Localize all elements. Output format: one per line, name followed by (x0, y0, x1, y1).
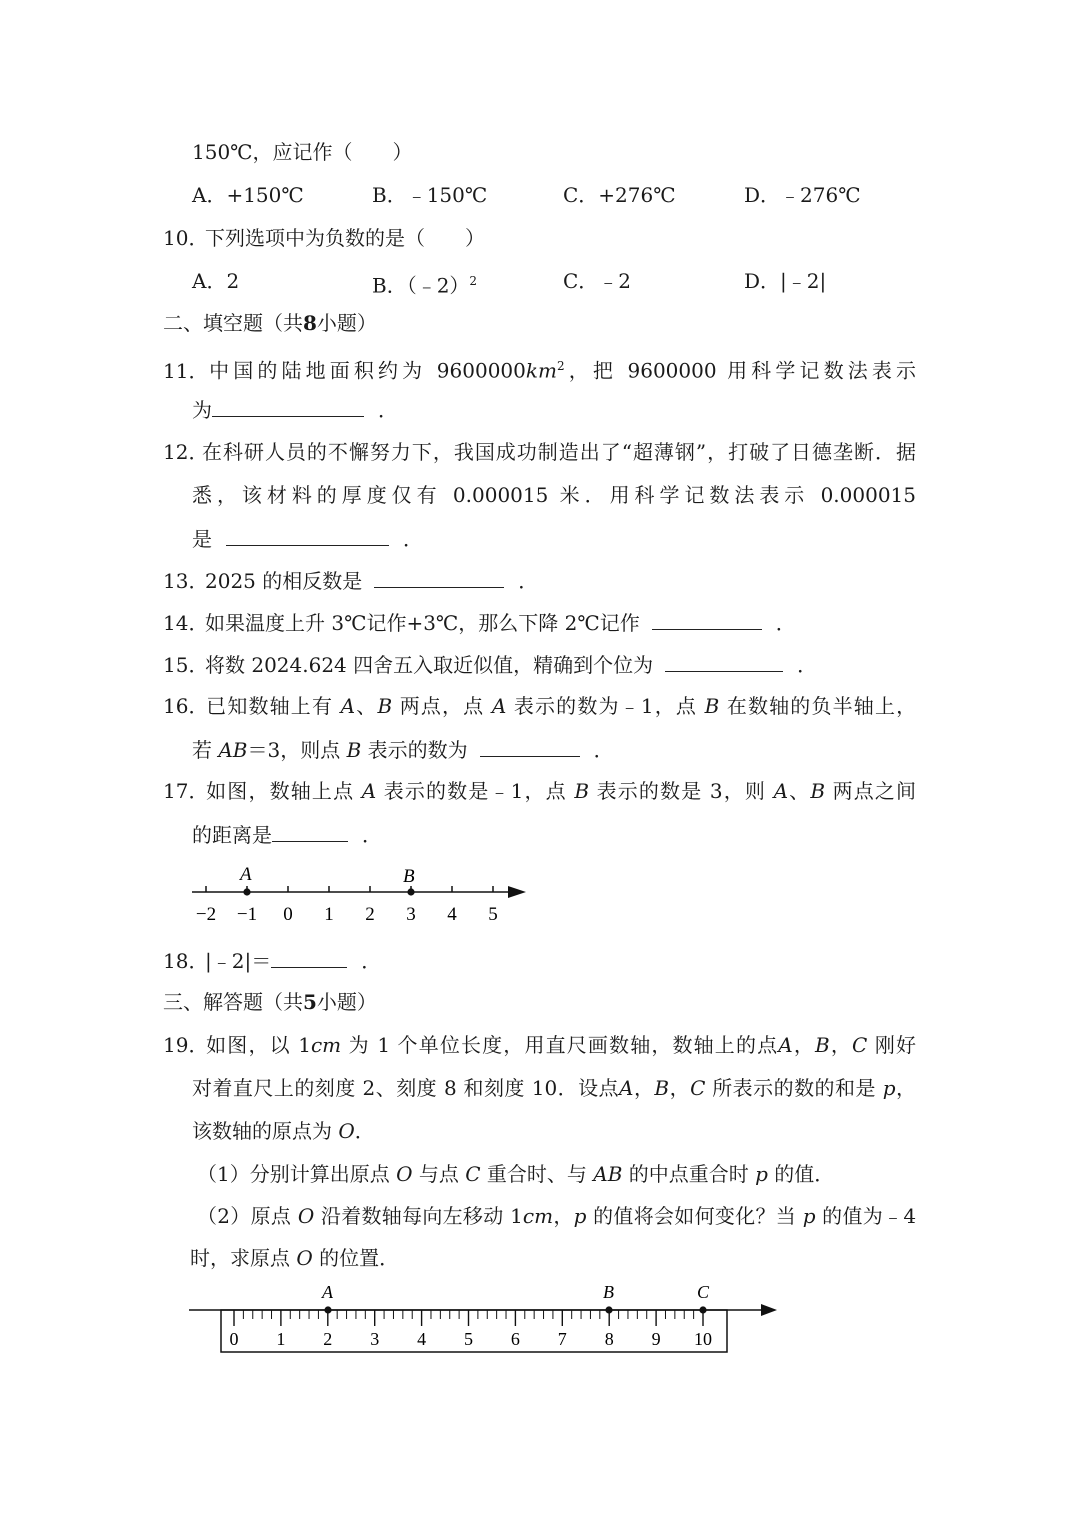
q9-option-d: D．﹣276℃ (744, 183, 861, 207)
section-2-title (163, 308, 377, 338)
q19-sub-1-c: 重合时、与 (486, 1162, 587, 1186)
section-2-count: 8 (303, 311, 317, 335)
q19-unit-cm: cm (310, 1033, 342, 1057)
q19-sub-1-point-c: C (465, 1162, 481, 1186)
q15-number: 15． (163, 653, 209, 677)
q19-text-a: 如图，以 1 (205, 1033, 311, 1057)
q10-option-a: A．2 (192, 269, 240, 293)
q11-number: 11． (163, 358, 209, 383)
q10-option-b-text: B．（﹣2） (372, 273, 470, 298)
q9-option-a: A．+150℃ (192, 183, 304, 207)
q17-axis-label-a: A (240, 864, 252, 885)
q19-point-b: B (815, 1033, 830, 1057)
q15 (163, 649, 817, 680)
q17-text-f: 的距离是 (192, 823, 272, 847)
q16-end: ． (593, 738, 614, 762)
q19-ruler-number: 9 (651, 1329, 661, 1349)
q15-end: ． (797, 653, 818, 677)
q16-text-f: 若 (192, 738, 212, 762)
q19-text-d: 对着直尺上的刻度 2、刻度 8 和刻度 10．设点 (192, 1076, 620, 1100)
q17-axis-tick-label: 3 (406, 904, 416, 925)
q15-text: 将数 2024.624 四舍五入取近似值，精确到个位为 (205, 653, 654, 677)
q19-sub-1 (197, 1159, 834, 1189)
q17-line-2 (192, 819, 382, 850)
section-2-title-b: 小题） (316, 311, 377, 335)
q19-text-h: ． (354, 1119, 375, 1143)
q17-line-1 (163, 776, 916, 806)
q19-ruler-label-a: A (322, 1282, 333, 1302)
q9-option-b: B．﹣150℃ (372, 183, 488, 207)
section-3-count: 5 (303, 990, 317, 1014)
q17-point-a: A (361, 779, 377, 803)
q14-end: ． (775, 611, 796, 635)
q19-sub-2-origin: O (297, 1204, 315, 1228)
q17-point-a-dot (243, 888, 250, 895)
q17-text-c: 表示的数是 3，则 (596, 779, 767, 803)
q16-line-1 (163, 691, 916, 721)
q11-line-2 (192, 394, 398, 425)
q19-text-c: 刚好 (874, 1033, 917, 1057)
q10-option-b-exponent: 2 (469, 274, 478, 288)
q19-point-b-2: B (654, 1076, 670, 1100)
q19-sub-1-var-p: p (755, 1162, 768, 1186)
q17-text-e: 两点之间 (832, 779, 917, 803)
q16-point-a: A (340, 694, 356, 718)
q12-line-2: 悉，该材料的厚度仅有 0.000015 米．用科学记数法表示 0.000015 (192, 483, 916, 507)
q17-text-b: 表示的数是﹣1，点 (383, 779, 567, 803)
q10-text: 下列选项中为负数的是（ ） (205, 226, 485, 250)
q16-text-b: 、 (355, 694, 378, 718)
q10-option-b (372, 266, 477, 301)
q19-point-a-2: A (619, 1076, 634, 1100)
q19-text-b: 为 1 个单位长度，用直尺画数轴，数轴上的点 (348, 1033, 779, 1057)
q16-line-2 (192, 734, 614, 765)
q19-sep-4: ， (669, 1076, 691, 1100)
q19-ruler-label-b: B (603, 1282, 614, 1302)
q19-ruler-number: 4 (417, 1329, 427, 1349)
q17-axis-tick-label: 4 (447, 904, 457, 925)
q11-answer-blank[interactable] (212, 394, 364, 417)
q17-point-b-2: B (810, 779, 826, 803)
q19-text-e: 所表示的数的和是 (712, 1076, 876, 1100)
q19-ruler-label-c: C (697, 1282, 710, 1302)
q11-line-1 (163, 351, 916, 386)
q14-number: 14． (163, 611, 209, 635)
q19-axis-arrow (761, 1304, 777, 1316)
q10-number: 10． (163, 226, 209, 250)
q12-end: ． (403, 527, 423, 551)
q19-sub-2 (197, 1201, 916, 1231)
q13 (163, 565, 538, 596)
q10-option-c: C．﹣2 (563, 269, 632, 293)
q17-point-a-2: A (773, 779, 789, 803)
q19-sub-2-a: （2）原点 (197, 1204, 292, 1228)
q19-text-g: 该数轴的原点为 (192, 1119, 332, 1143)
q16-text-d: 表示的数为﹣1，点 (513, 694, 698, 718)
q19-sub-2-origin-2: O (296, 1246, 313, 1270)
q12-prefix: 是 (192, 527, 212, 551)
q13-end: ． (518, 569, 539, 593)
q16-number: 16． (163, 694, 209, 718)
q18-text: |﹣2|＝ (205, 949, 272, 973)
q19-point-a-dot (324, 1306, 331, 1313)
q17-number-line-figure (180, 858, 540, 930)
q19-point-c: C (852, 1033, 868, 1057)
q19-point-c-2: C (690, 1076, 706, 1100)
q17-text-a: 如图，数轴上点 (205, 779, 355, 803)
q14-answer-blank[interactable] (652, 607, 762, 630)
q17-axis-tick-label: 1 (324, 904, 334, 925)
q16-text-a: 已知数轴上有 (205, 694, 334, 718)
q19-ruler-number: 7 (557, 1329, 567, 1349)
q17-axis-tick-label: 5 (488, 904, 498, 925)
q16-text-e: 在数轴的负半轴上， (726, 694, 917, 718)
q17-axis-tick-label: 2 (365, 904, 375, 925)
q13-text: 2025 的相反数是 (205, 569, 363, 593)
q19-line-2 (192, 1073, 916, 1103)
q19-sub-1-origin: O (396, 1162, 413, 1186)
q19-sub-2-c: ， (553, 1204, 574, 1228)
q19-ruler-figure (185, 1280, 785, 1360)
q19-sub-1-segment-ab: AB (593, 1162, 623, 1186)
q19-sub-1-a: （1）分别计算出原点 (197, 1162, 390, 1186)
q16-text-c: 两点，点 (399, 694, 485, 718)
q19-ruler-number: 8 (604, 1329, 614, 1349)
q19-line-3 (192, 1116, 375, 1146)
q19-ruler-number: 6 (510, 1329, 520, 1349)
q19-sub-1-b: 与点 (418, 1162, 459, 1186)
q16-point-b-3: B (346, 738, 362, 762)
section-3-title-b: 小题） (316, 990, 377, 1014)
q18-end: ． (361, 949, 382, 973)
q12-answer-blank[interactable] (226, 523, 389, 546)
q17-point-b: B (574, 779, 590, 803)
q11-text-a: 中国的陆地面积约为 9600000 (205, 358, 526, 383)
q19-ruler-number: 3 (370, 1329, 380, 1349)
q14 (163, 607, 796, 638)
q16-text-h: 表示的数为 (367, 738, 468, 762)
q19-point-b-dot (605, 1306, 612, 1313)
q17-axis-arrow (508, 886, 526, 898)
q11-prefix: 为 (192, 398, 212, 422)
q13-answer-blank[interactable] (374, 565, 504, 588)
q19-sub-2-d: 的值将会如何变化？当 (593, 1204, 797, 1228)
section-2-title-a: 二、填空题（共 (163, 311, 303, 335)
q19-sep-3: ， (633, 1076, 655, 1100)
q17-text-d: 、 (788, 779, 811, 803)
q13-number: 13． (163, 569, 209, 593)
q19-sep-1: ， (792, 1033, 816, 1057)
q19-sub-2-var-p-2: p (802, 1204, 816, 1228)
q19-ruler-number: 10 (694, 1329, 712, 1349)
q16-point-a-2: A (491, 694, 507, 718)
section-3-title (163, 987, 377, 1017)
q19-sub-2-e: 的值为﹣4 (822, 1204, 917, 1228)
q19-sep-2: ， (829, 1033, 853, 1057)
q19-sub-2-var-p: p (573, 1204, 587, 1228)
q18-answer-blank[interactable] (271, 945, 347, 968)
q9-tail: 150℃，应记作（ ） (192, 140, 413, 164)
q12-line-1 (163, 437, 916, 467)
q17-axis-tick-label: −1 (236, 904, 258, 925)
q19-ruler-number: 2 (323, 1329, 333, 1349)
q17-end: ． (362, 823, 382, 847)
q18 (163, 945, 381, 976)
q10-stem (163, 223, 485, 253)
q11-unit: km (525, 358, 557, 383)
q17-number: 17． (163, 779, 209, 803)
q17-axis-label-b: B (403, 866, 415, 887)
q19-number: 19． (163, 1033, 209, 1057)
q16-point-b-2: B (704, 694, 720, 718)
q19-sub-1-d: 的中点重合时 (628, 1162, 749, 1186)
q16-segment-ab: AB (218, 738, 248, 762)
q19-sub-2-cont (190, 1243, 399, 1273)
q16-answer-blank[interactable] (480, 734, 580, 757)
q11-unit-exponent: 2 (556, 359, 565, 373)
q19-sub-2-b: 沿着数轴每向左移动 1 (320, 1204, 523, 1228)
q19-sub-2-unit-cm: cm (522, 1204, 554, 1228)
q19-sub-2-g: 的位置． (319, 1246, 400, 1270)
q16-point-b: B (377, 694, 393, 718)
q19-ruler-number: 1 (276, 1329, 286, 1349)
q19-line-1 (163, 1030, 916, 1060)
q19-ruler-number: 0 (229, 1329, 239, 1349)
q18-number: 18． (163, 949, 209, 973)
q14-text: 如果温度上升 3℃记作+3℃，那么下降 2℃记作 (205, 611, 640, 635)
q19-point-a: A (778, 1033, 793, 1057)
q19-text-f: ， (895, 1076, 917, 1100)
q11-end: ． (378, 398, 398, 422)
q11-text-b: ，把 9600000 用科学记数法表示 (564, 358, 916, 383)
section-3-title-a: 三、解答题（共 (163, 990, 303, 1014)
q19-point-c-dot (699, 1306, 706, 1313)
q10-option-d: D．|﹣2| (744, 269, 827, 293)
q12-text-1: 在科研人员的不懈努力下，我国成功制造出了“超薄钢”，打破了日德垄断．据 (201, 440, 916, 464)
q19-sub-1-e: 的值． (774, 1162, 835, 1186)
q17-point-b-dot (407, 888, 414, 895)
q12-number: 12． (163, 440, 209, 464)
q15-answer-blank[interactable] (665, 649, 783, 672)
q12-line-3 (192, 523, 423, 554)
q19-ruler-number: 5 (464, 1329, 473, 1349)
q17-answer-blank[interactable] (272, 819, 348, 842)
q17-axis-tick-label: −2 (195, 904, 217, 925)
q16-text-g: ＝3，则点 (247, 738, 341, 762)
q9-option-c: C．+276℃ (563, 183, 676, 207)
q19-sub-2-f: 时，求原点 (190, 1246, 290, 1270)
q19-origin-o: O (338, 1119, 355, 1143)
q19-var-p: p (882, 1076, 896, 1100)
q17-axis-tick-label: 0 (283, 904, 293, 925)
